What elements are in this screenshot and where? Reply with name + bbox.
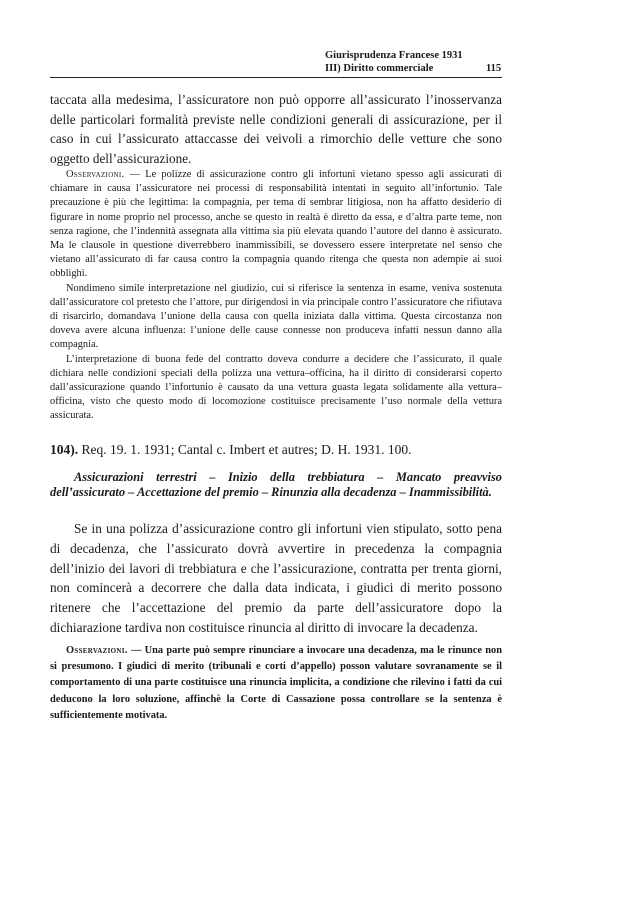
holding-block xyxy=(50,519,502,638)
observation-paragraph xyxy=(50,643,502,724)
case-reference: Req. 19. 1. 1931; Cantal c. Imbert et autres; D. H. 1931. 100. xyxy=(81,442,412,457)
observations-label: Osservazioni. xyxy=(66,645,128,656)
observation-text: — Le polizze di assicurazione contro gli infortuni vietano spesso agli assicurati di chiamare in causa l’assicuratore nei processi di responsabilità intentati in seguito all’infortunio. Tale precauzione è più che legittima: la compagnia, per tema di sembrar litigiosa, non ha affatto desiderio di figurare in nome proprio nel processo, anche se questo in realtà è diretto da essa, e d’altra parte teme, non senza ragione, che l’indennità assegnata alla vittima sia più elevata quando l’autore del danno è assicurato. Ma le clausole in questione diverrebbero inammissibili, se dovessero essere interpretate nel senso che vietano all’assicurato di far causa contro la compagnia quando ritenga che questa non adempie ai suoi obblighi. xyxy=(50,169,502,280)
observations-label: Osservazioni. xyxy=(66,169,125,180)
running-header-title: Giurisprudenza Francese 1931 xyxy=(325,50,463,61)
case-number: 104). xyxy=(50,442,79,457)
lead-paragraph: taccata alla medesima, l’assicuratore non può opporre all’assicurato l’inosservanza delle particolari formalità previste nelle condizioni generali di assicurazione, per il caso in cui l’assicurato attaccasse dei veivoli a rimorchio delle vetture che sono oggetto dell’assicurazione. xyxy=(50,92,502,166)
case-citation xyxy=(50,442,502,458)
case-summary xyxy=(50,470,502,500)
observations-block-2 xyxy=(50,643,502,724)
observation-paragraph: Nondimeno simile interpretazione nel giudizio, cui si riferisce la sentenza in esame, veniva sostenuta dall’assicuratore col pretesto che l’attore, pur dirigendosi in via principale contro l’assicuratore che rifiutava di risarcirlo, domandava l’unione della causa con quella iniziata dalla vittima. Questa circostanza non doveva avere alcuna influenza: l’unione delle cause connesse non produceva infatti nessun danno alla compagnia. xyxy=(50,282,502,351)
observation-paragraph xyxy=(50,168,502,282)
summary-text: Assicurazioni terrestri – Inizio della trebbiatura – Mancato preavviso dell’assicurato – Accettazione del premio – Rinunzia alla decadenza – Inammissibilità. xyxy=(50,470,502,499)
observation-paragraph: L’interpretazione di buona fede del contratto doveva condurre a decidere che l’assicurato, il quale dichiara nelle condizioni speciali della polizza una vettura–officina, ha il diritto di considerarsi coperto dall’assicurazione quando l’infortunio è causato da una vettura guasta legata solidamente alla vettura–officina, visto che questo modo di locomozione costituisce precisamente l’uso normale della vettura assicurata. xyxy=(50,353,502,422)
header-rule xyxy=(50,77,502,78)
page-number: 115 xyxy=(486,63,502,74)
observations-block-1 xyxy=(50,168,502,424)
holding-paragraph: Se in una polizza d’assicurazione contro gli infortuni vien stipulato, sotto pena di decadenza, che l’assicurato dovrà avvertire in precedenza la compagnia dell’inizio dei lavori di trebbiatura e che l’assicurazione, contratta per trenta giorni, non comincerà a decorrere che dalla data indicata, i giudici di merito possono ritenere che l’accettazione del premio da parte dell’assicuratore dopo la dichiarazione tardiva non costituisce rinuncia al diritto di invocare la decadenza. xyxy=(50,521,502,635)
running-header-section: III) Diritto commerciale xyxy=(325,63,434,74)
observation-text: — Una parte può sempre rinunciare a invocare una decadenza, ma le rinunce non si presumono. I giudici di merito (tribunali e corti d’appello) posson valutare sovranamente se il comportamento di una parte costituisce una rinuncia implicita, a condizione che rilevino i fatti da cui deducono la loro soluzione, affinchè la Corte di Cassazione possa controllare se la sentenza è sufficientemente motivata. xyxy=(50,645,502,721)
